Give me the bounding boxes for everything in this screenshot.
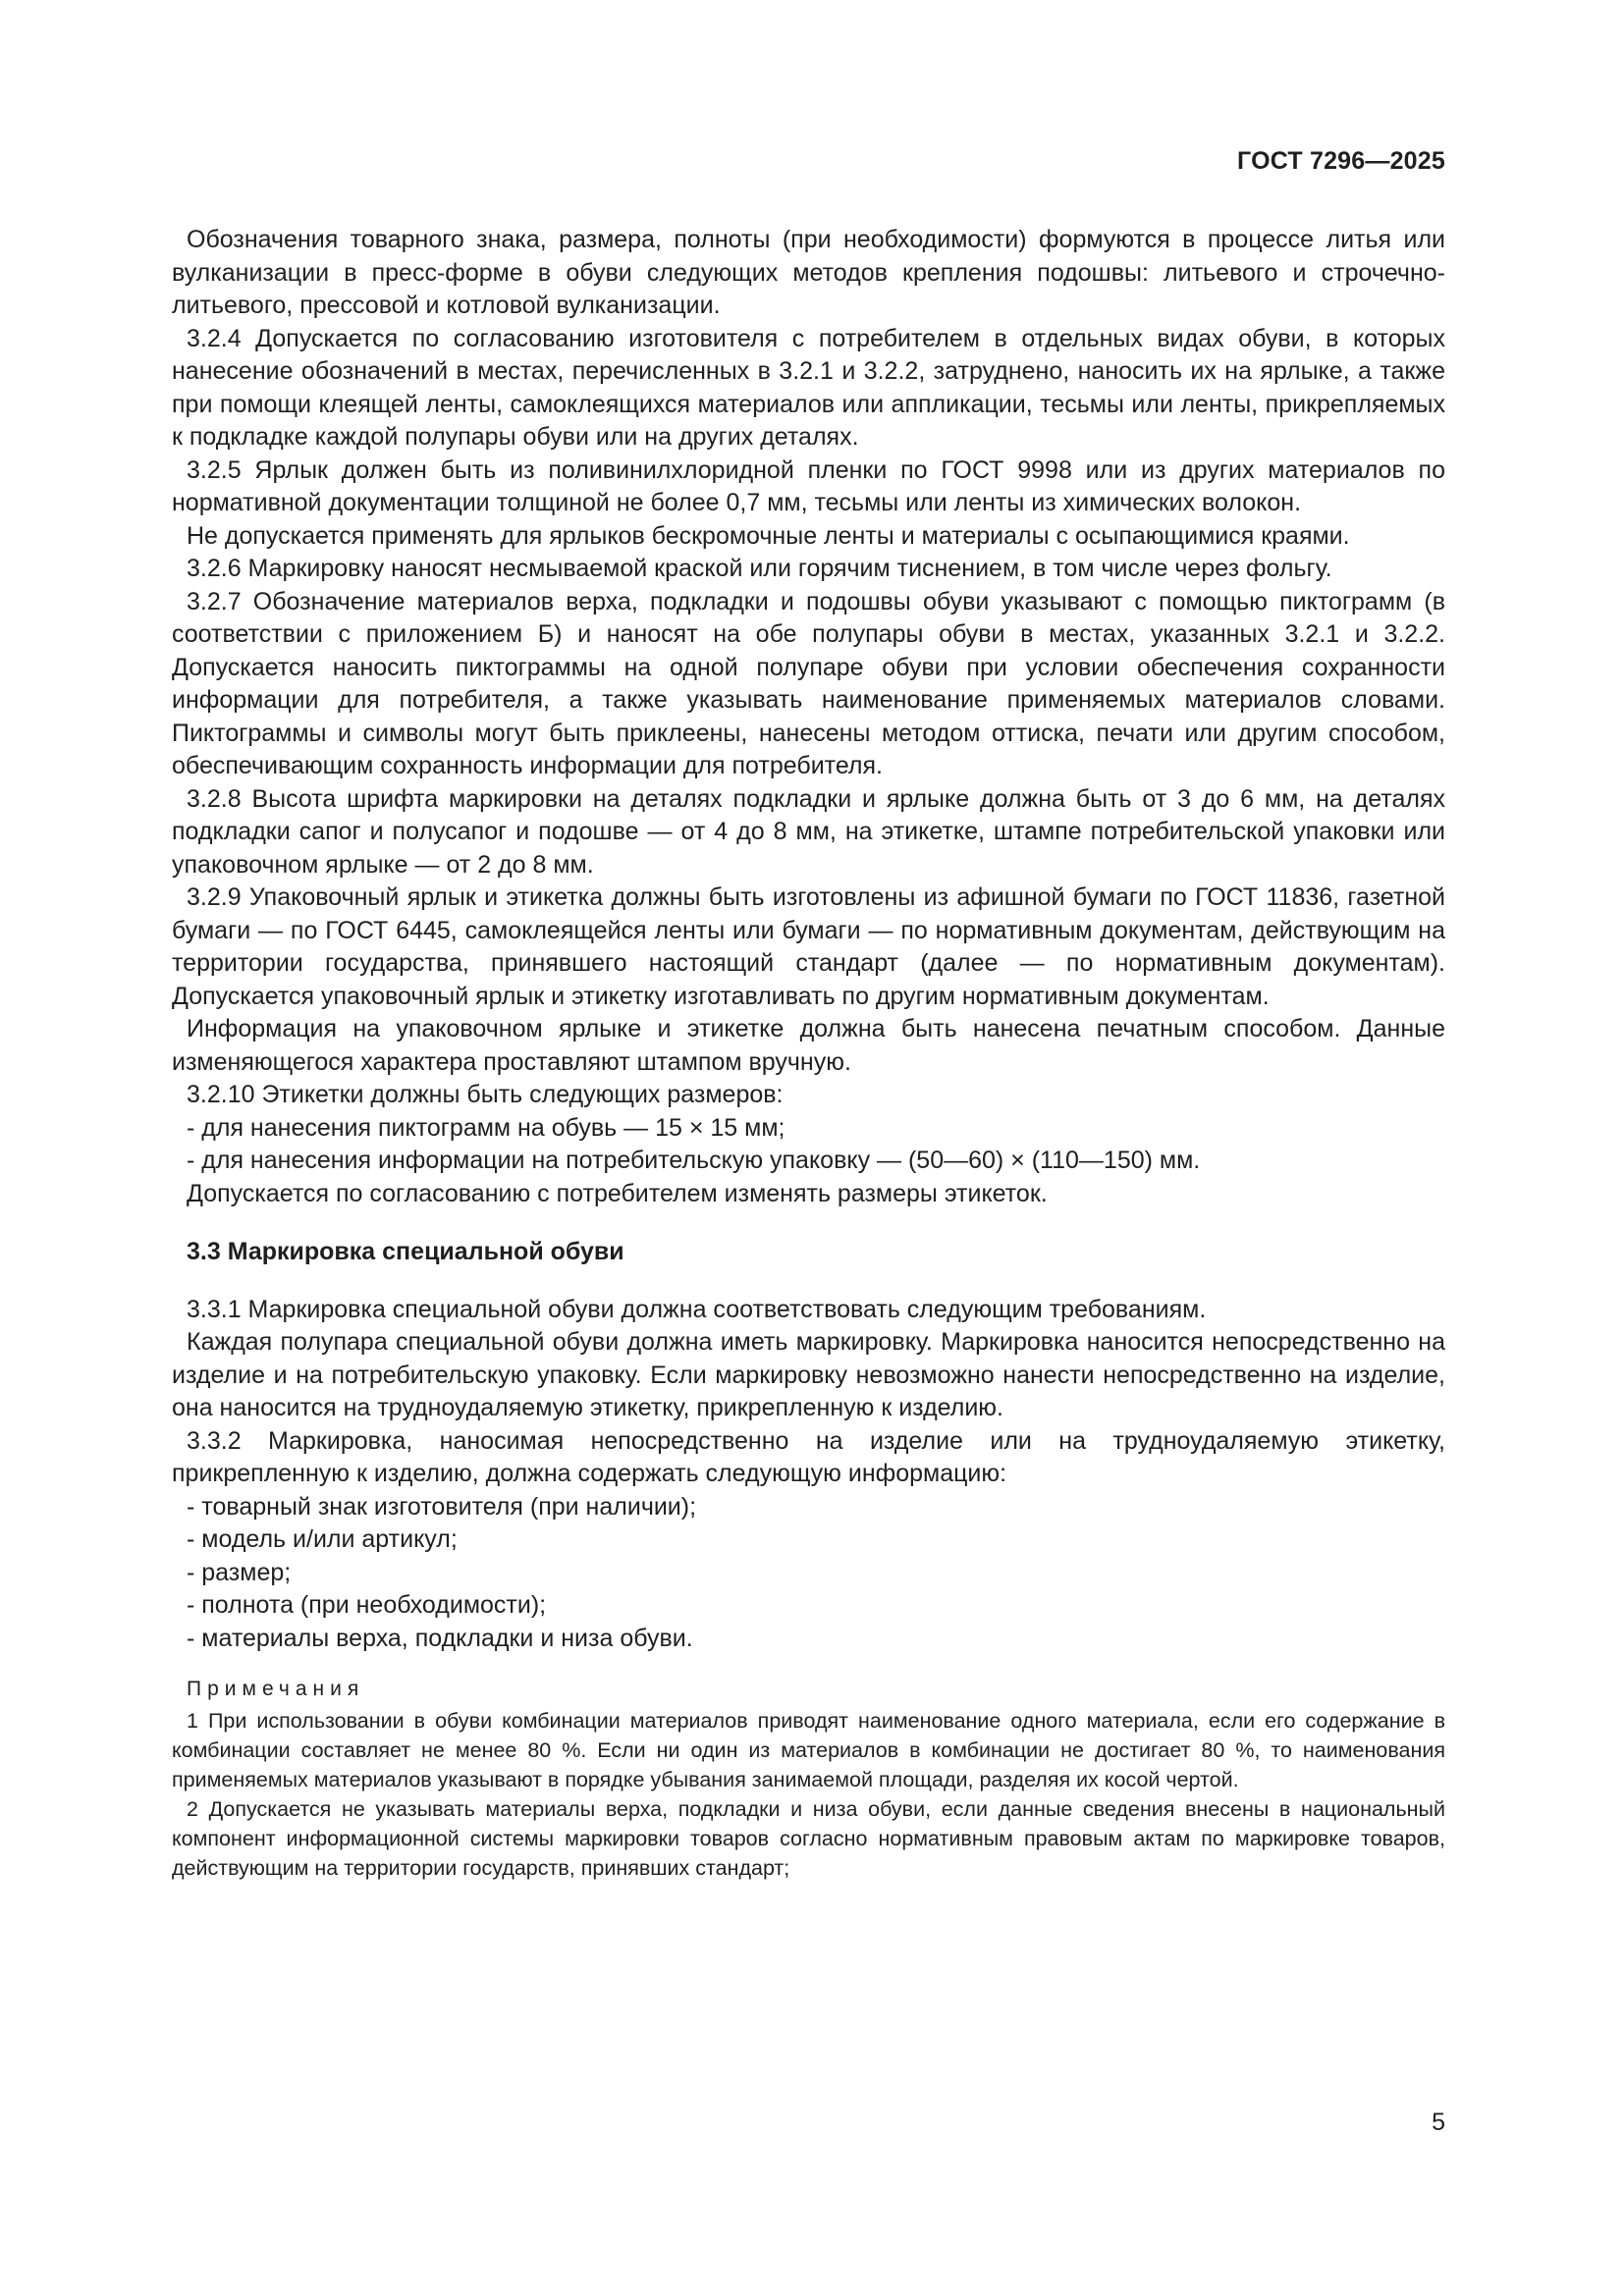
paragraph-3-3-2: 3.3.2 Маркировка, наносимая непосредственно на изделие или на трудноудаляемую этикетку, прикрепленную к изделию, должна содержать следующую информацию: [172,1426,1445,1487]
paragraph-halfpair-marking: Каждая полупара специальной обуви должна иметь маркировку. Маркировка наносится непосредственно на изделие и на потребительскую упаковку. Если маркировку невозможно нанести непосредственно на изделие, она наносится на трудноудаляемую этикетку, прикрепленную к изделию. [172,1328,1445,1421]
paragraph-3-2-7: 3.2.7 Обозначение материалов верха, подкладки и подошвы обуви указывают с помощью пиктограмм (в соответствии с приложением Б) и наносят на обе полупары обуви в местах, указанных 3.2.1 и 3.2.2. Допускается наносить пиктограммы на одной полупаре обуви при условии обеспечения сохранности информации для потребителя, а также указывать наименование применяемых материалов словами. Пиктограммы и символы могут быть приклеены, нанесены методом оттиска, печати или другим способом, обеспечивающим сохранность информации для потребителя. [172,587,1445,779]
list-item-size-pictograms: - для нанесения пиктограмм на обувь — 15 × 15 мм; [187,1113,785,1142]
paragraph-3-2-8: 3.2.8 Высота шрифта маркировки на деталях подкладки и ярлыке должна быть от 3 до 6 мм, на деталях подкладки сапог и полусапог и подошве — от 4 до 8 мм, на этикетке, штампе потребительской упаковки или упаковочном ярлыке — от 2 до 8 мм. [172,784,1445,879]
paragraph-3-2-10: 3.2.10 Этикетки должны быть следующих размеров: [187,1081,784,1108]
paragraph-3-2-4: 3.2.4 Допускается по согласованию изготовителя с потребителем в отдельных видах обуви, в которых нанесение обозначений в местах, перечисленных в 3.2.1 и 3.2.2, затруднено, наносить их на ярлыке, а также при помощи клеящей ленты, самоклеящихся материалов или аппликации, тесьмы или ленты, прикрепляемых к подкладке каждой полупары обуви или на других деталях. [172,324,1445,451]
document-header-id: ГОСТ 7296—2025 [1237,147,1445,175]
paragraph-label-restriction: Не допускается применять для ярлыков бескромочные ленты и материалы с осыпающимися краями. [187,521,1350,550]
list-item-size: - размер; [187,1558,292,1586]
list-item-model: - модель и/или артикул; [187,1525,458,1553]
section-title-3-3: 3.3 Маркировка специальной обуви [187,1238,624,1265]
list-item-materials: - материалы верха, подкладки и низа обуви. [187,1624,693,1652]
page-number: 5 [1432,2109,1445,2136]
paragraph-3-2-5: 3.2.5 Ярлык должен быть из поливинилхлоридной пленки по ГОСТ 9998 или из других материалов по нормативной документации толщиной не более 0,7 мм, тесьмы или ленты из химических волокон. [172,455,1445,516]
paragraph-3-2-6: 3.2.6 Маркировку наносят несмываемой краской или горячим тиснением, в том числе через фольгу. [187,555,1332,582]
paragraph-3-3-1: 3.3.1 Маркировка специальной обуви должна соответствовать следующим требованиям. [187,1295,1207,1323]
document-body [172,224,1445,1883]
notes-block [172,1675,1445,1883]
note-1: 1 При использовании в обуви комбинации материалов приводят наименование одного материала, если его содержание в комбинации составляет не менее 80 %. Если ни один из материалов в комбинации не достигает 80 %, то наименования применяемых материалов указывают в порядке убывания занимаемой площади, разделяя их косой чертой. [172,1709,1445,1791]
list-item-fullness: - полнота (при необходимости); [187,1591,547,1619]
paragraph-size-agreement: Допускается по согласованию с потребителем изменять размеры этикеток. [187,1179,1048,1207]
notes-title: Примечания [187,1678,365,1700]
paragraph-printing-info: Информация на упаковочном ярлыке и этикетке должна быть нанесена печатным способом. Данные изменяющегося характера проставляют штампом вручную. [172,1015,1445,1076]
paragraph-molding-marks: Обозначения товарного знака, размера, полноты (при необходимости) формуются в процессе литья или вулканизации в пресс-форме в обуви следующих методов крепления подошвы: литьевого и строчечно-литьевого, прессовой и котловой вулканизации. [172,226,1445,319]
list-item-size-packaging: - для нанесения информации на потребительскую упаковку — (50—60) × (110—150) мм. [187,1147,1201,1174]
paragraph-3-2-9: 3.2.9 Упаковочный ярлык и этикетка должны быть изготовлены из афишной бумаги по ГОСТ 11836, газетной бумаги — по ГОСТ 6445, самоклеящейся ленты или бумаги — по нормативным документам, действующим на территории государства, принявшего настоящий стандарт (далее — по нормативным документам). Допускается упаковочный ярлык и этикетку изготавливать по другим нормативным документам. [172,883,1445,1010]
list-item-trademark: - товарный знак изготовителя (при наличии); [187,1492,697,1521]
note-2: 2 Допускается не указывать материалы верха, подкладки и низа обуви, если данные сведения внесены в национальный компонент информационной системы маркировки товаров согласно нормативным правовым актам по маркировке товаров, действующим на территории государств, принявших стандарт; [172,1797,1445,1880]
